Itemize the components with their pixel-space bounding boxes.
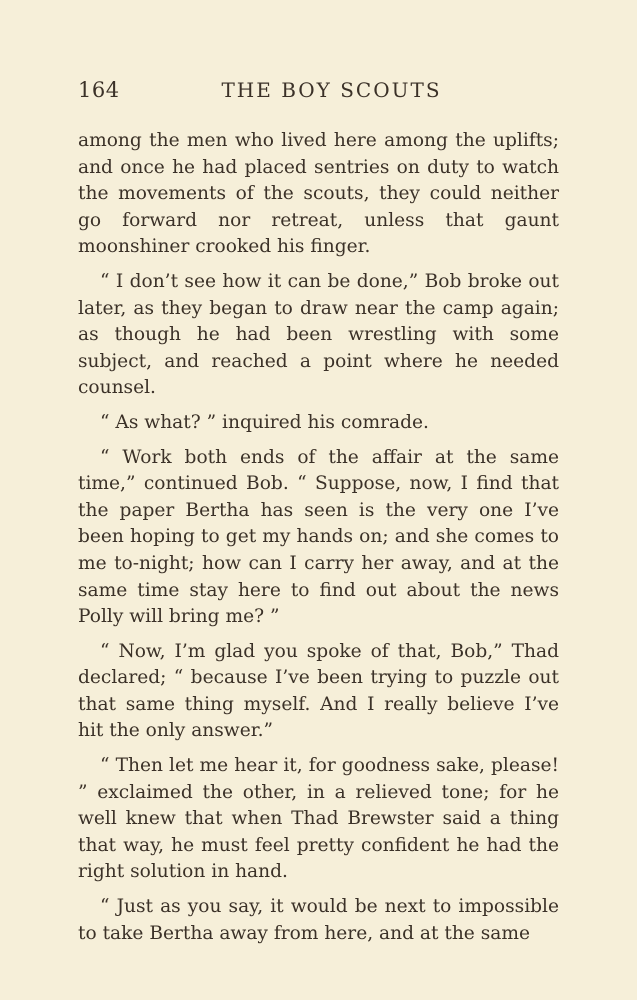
page-number: 164: [78, 78, 120, 102]
paragraph: “ Then let me hear it, for goodness sake, please! ” exclaimed the other, in a relieved tone; for he well knew that when Thad Brewster said a thing that way, he must feel pretty confident he had the right solution in hand.: [78, 755, 559, 883]
page-header: [78, 78, 559, 108]
running-head: THE BOY SCOUTS: [221, 78, 442, 102]
body-text: [78, 128, 559, 955]
paragraph: “ Now, I’m glad you spoke of that, Bob,” Thad declared; “ because I’ve been trying to puzzle out that same thing myself. And I really believe I’ve hit the only answer.”: [78, 640, 559, 742]
paragraph: “ As what? ” inquired his comrade.: [100, 411, 429, 433]
paragraph: “ I don’t see how it can be done,” Bob broke out later, as they began to draw near the camp again; as though he had been wrestling with some subject, and reached a point where he needed counsel.: [78, 270, 559, 399]
paragraph: “ Just as you say, it would be next to impossible to take Bertha away from here, and at the same: [78, 896, 559, 944]
paragraph: among the men who lived here among the uplifts; and once he had placed sentries on duty to watch the movements of the scouts, they could neither go forward nor retreat, unless that gaunt moonshiner crooked his finger.: [78, 130, 559, 258]
paragraph: “ Work both ends of the affair at the same time,” continued Bob. “ Suppose, now, I find that the paper Bertha has seen is the very one I’ve been hoping to get my hands on; and she comes to me to-night; how can I carry her away, and at the same time stay here to find out about the news Polly will bring me? ”: [78, 446, 559, 628]
